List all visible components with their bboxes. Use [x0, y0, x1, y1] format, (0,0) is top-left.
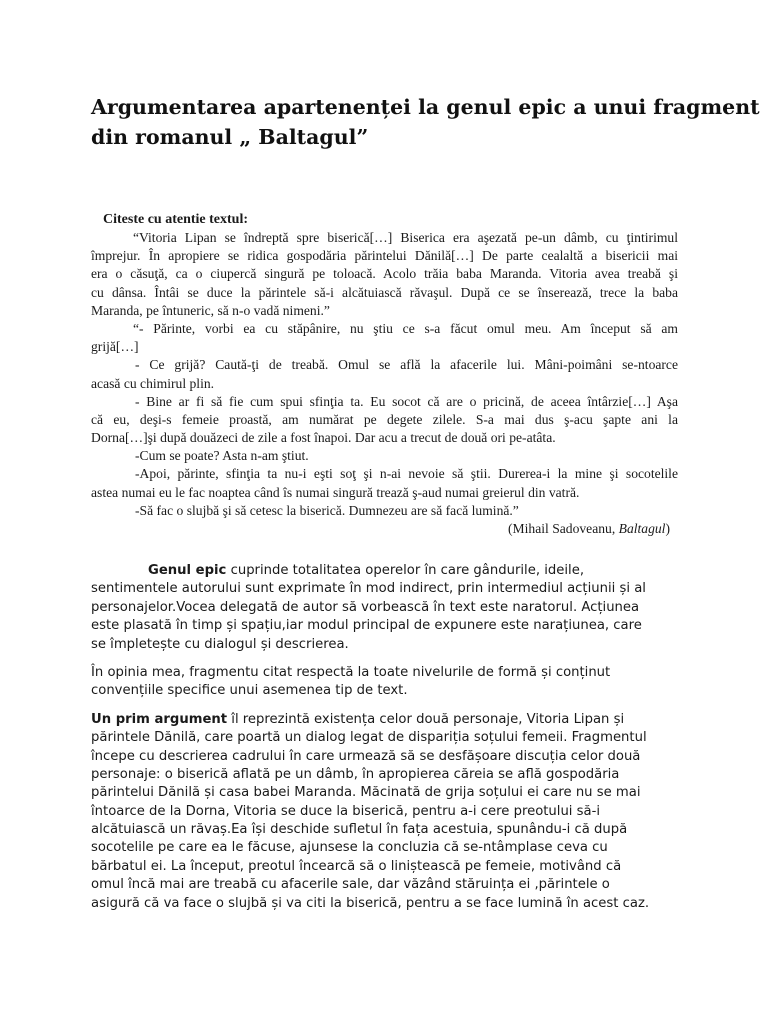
- essay-paragraph-argument: [91, 711, 681, 913]
- document-title: [91, 92, 760, 152]
- essay-body: [91, 562, 681, 913]
- essay-paragraph-genre: [91, 562, 681, 654]
- excerpt-line: Maranda, pe întuneric, să n-o vadă nimeni.”: [91, 302, 330, 318]
- paragraph-line: asigură că va face o slujbă și va citi la biserică, pentru a se face lumină în acest caz.: [91, 895, 650, 911]
- signature-author: (Mihail Sadoveanu,: [508, 521, 619, 536]
- paragraph-line: omul încă mai are treabă cu afacerile sale, dar văzând stăruința ei ,părintele o: [91, 877, 610, 893]
- excerpt-line: “Vitoria Lipan se îndreptă spre biserică[…] Biserica era aşezată pe-un dâmb, cu ţintirimul: [133, 230, 678, 245]
- paragraph-line: întoarce de la Dorna, Vitoria se duce la biserică, pentru a-i cere preotului să-i: [91, 803, 601, 819]
- excerpt-line: acasă cu chimirul plin.: [91, 375, 215, 391]
- bold-term: Un prim argument: [91, 711, 228, 727]
- paragraph-line: socotelile pe care ea le făcuse, ajunsese la concluzia că se-ntâmplase ceva cu: [91, 840, 608, 856]
- excerpt-line: că eu, deşi-s femeie proastă, am numărat pe degete zilele. S-a mai dus ş-acu şapte ani la: [91, 411, 678, 427]
- novel-excerpt: [91, 211, 678, 538]
- excerpt-line: Dorna[…]şi după douăzeci de zile a fost înapoi. Dar acu a trecut de două ori pe-atâta.: [91, 430, 556, 446]
- excerpt-line: -Cum se poate? Asta n-am ştiut.: [135, 448, 309, 464]
- paragraph-line: începe cu descrierea cadrului în care urmează să se desfășoare discuția celor două: [91, 748, 641, 764]
- excerpt-line: -Să fac o slujbă şi să cetesc la biserică. Dumnezeu are să facă lumină.”: [135, 502, 519, 518]
- excerpt-line: grijă[…]: [91, 339, 139, 355]
- signature-work: Baltagul: [618, 521, 666, 536]
- paragraph-line: părintelui Dănilă și casa babei Maranda. Măcinată de grija soțului ei care nu se mai: [91, 785, 641, 801]
- excerpt-line: - Bine ar fi să fie cum spui sfinţia ta. Eu socot că are o pricină, de aceea întârzie[…] Aşa: [135, 393, 678, 409]
- paragraph-line: [91, 562, 681, 580]
- excerpt-line: împrejur. În apropiere se ridica gospodăria părintelui Dănilă[…] De parte cealaltă a bisericii mai: [91, 248, 678, 264]
- excerpt-line: cu dânsa. Întâi se duce la părintele să-i alcătuiască răvaşul. După ce se înserează, trece la baba: [91, 284, 678, 300]
- excerpt-line: - Ce grijă? Caută-ţi de treabă. Omul se află la afacerile lui. Mâni-poimâni se-ntoarce: [135, 357, 678, 373]
- excerpt-line: astea numai eu le fac noaptea când îs numai singură trează ş-aud numai greierul din vatră.: [91, 484, 580, 500]
- excerpt-heading: Citeste cu atentie textul:: [103, 212, 249, 227]
- paragraph-line: este plasată în timp și spațiu,iar modul principal de expunere este narațiunea, care: [91, 618, 642, 634]
- paragraph-line: personajelor.Vocea delegată de autor să vorbească în text este naratorul. Acțiunea: [91, 599, 640, 615]
- paragraph-line: alcătuiască un răvaș.Ea își deschide sufletul în fața acestuia, spunându-i că după: [91, 822, 628, 838]
- paragraph-line: bărbatul ei. La început, preotul încearcă să o liniștească pe femeie, motivând că: [91, 858, 622, 874]
- essay-paragraph-opinion: [91, 664, 681, 701]
- paragraph-line: convențiile specifice unui asemenea tip de text.: [91, 683, 408, 699]
- title-line: din romanul „ Baltagul”: [91, 125, 369, 149]
- bold-term: Genul epic: [148, 563, 227, 578]
- signature-close: ): [665, 521, 670, 536]
- paragraph-line: [91, 711, 681, 729]
- paragraph-line: sentimentele autorului sunt exprimate în mod indirect, prin intermediul acțiunii și al: [91, 581, 646, 597]
- excerpt-line: era o căsuţă, ca o ciupercă singură pe toloacă. Acolo trăia baba Maranda. Vitoria avea treabă şi: [91, 266, 678, 282]
- paragraph-text: îl reprezintă existența celor două personaje, Vitoria Lipan și: [227, 711, 625, 727]
- paragraph-line: În opinia mea, fragmentu citat respectă la toate nivelurile de formă și conținut: [91, 664, 611, 680]
- paragraph-line: personaje: o biserică aflată pe un dâmb, în apropierea căreia se află gospodăria: [91, 766, 620, 782]
- excerpt-line: “- Părinte, vorbi ea cu stăpânire, nu ştiu ce s-a făcut omul meu. Am început să am: [133, 320, 678, 336]
- paragraph-line: părintele Dănilă, care poartă un dialog legat de dispariția soțului femeii. Fragmentul: [91, 730, 647, 746]
- title-line: Argumentarea apartenenței la genul epic a unui fragment: [91, 95, 760, 119]
- excerpt-line: -Apoi, părinte, sfinţia ta nu-i eşti soţ şi n-ai nevoie să ştii. Durerea-i la mine şi socotelile: [135, 466, 678, 482]
- excerpt-signature: [91, 520, 678, 538]
- paragraph-line: se împletește cu dialogul și descrierea.: [91, 636, 349, 652]
- paragraph-text: cuprinde totalitatea operelor în care gândurile, ideile,: [226, 563, 585, 578]
